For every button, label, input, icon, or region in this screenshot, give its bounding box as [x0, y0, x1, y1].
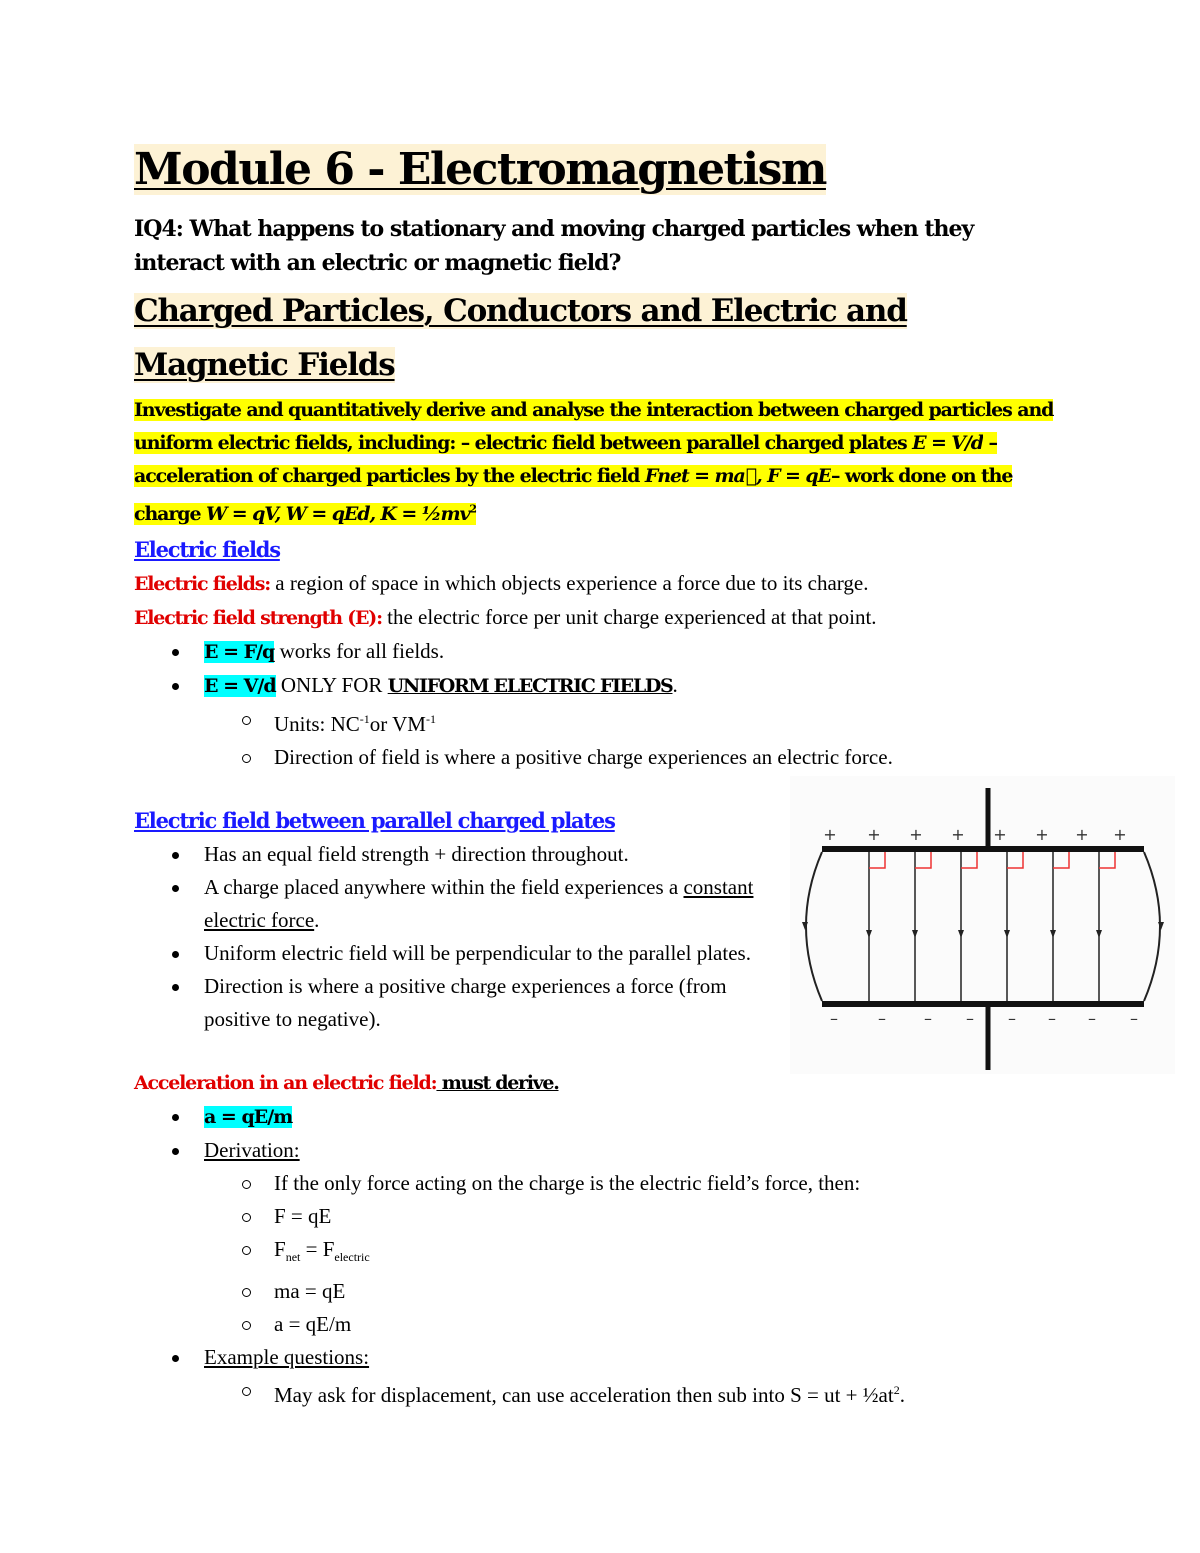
- minus-signs: [830, 1009, 1138, 1028]
- right-angle-marker: [1099, 852, 1115, 868]
- right-angle-marker: [1053, 852, 1069, 868]
- minus-sign: –: [924, 1009, 932, 1028]
- electric-fields-heading: Electric fields: [134, 537, 280, 563]
- list-item: Uniform electric field will be perpendicular to the parallel plates.: [134, 937, 774, 970]
- page-title: Module 6 - Electromagnetism: [134, 144, 826, 195]
- parallel-plates-heading: Electric field between parallel charged plates: [134, 808, 615, 834]
- derivation-steps: [134, 1167, 1074, 1340]
- list-item: Direction is where a positive charge experiences a force (from positive to negative).: [134, 970, 774, 1036]
- plus-sign: +: [1075, 825, 1089, 844]
- minus-sign: –: [1048, 1009, 1056, 1028]
- plus-sign: +: [1113, 825, 1127, 844]
- parallel-plates-svg: [790, 776, 1175, 1074]
- fringe-field-right: [1144, 852, 1160, 1001]
- right-angle-marker: [961, 852, 977, 868]
- list-item: If the only force acting on the charge is the electric field’s force, then:: [134, 1167, 1074, 1200]
- definition-electric-fields: Electric fields: a region of space in which objects experience a force due to its charge.: [134, 571, 869, 596]
- list-item: Derivation: If the only force acting on the charge is the electric field’s force, then: F = qE $F_{net} = F_{electric}$ ma = qE a = qE/m: [134, 1134, 1074, 1340]
- arrow-right: [1158, 922, 1164, 930]
- plus-sign: +: [993, 825, 1007, 844]
- plus-signs: [823, 825, 1126, 844]
- right-angle-marker: [1007, 852, 1023, 868]
- list-item: F = qE: [134, 1200, 1074, 1233]
- positive-plate: [822, 846, 1144, 852]
- parallel-plates-list: [134, 838, 774, 1036]
- field-formula-list: [134, 635, 1074, 774]
- sub-list: [134, 703, 1074, 774]
- parallel-plates-diagram: [790, 776, 1175, 1074]
- right-angle-marker: [915, 852, 931, 868]
- list-item: Has an equal field strength + direction throughout.: [134, 838, 774, 871]
- minus-sign: –: [966, 1009, 974, 1028]
- arrow-left: [802, 922, 808, 930]
- list-item: A charge placed anywhere within the field experiences a constant electric force.: [134, 871, 774, 937]
- minus-sign: –: [1008, 1009, 1016, 1028]
- plus-sign: +: [867, 825, 881, 844]
- list-item: May ask for displacement, can use acceleration then sub into S = ut + $\frac{1}{2}at^2$.: [134, 1374, 1074, 1412]
- right-angle-marker: [869, 852, 885, 868]
- inquiry-question: IQ4: What happens to stationary and moving charged particles when they interact with an electric or magnetic field?: [134, 216, 974, 276]
- minus-sign: –: [830, 1009, 838, 1028]
- field-arrow: [1004, 930, 1010, 938]
- acceleration-heading: Acceleration in an electric field: must derive.: [134, 1072, 559, 1095]
- list-item: Example questions: May ask for displacement, can use acceleration then sub into S = ut + $\frac{1}{2}at^2$.: [134, 1341, 1074, 1412]
- field-lines: [869, 852, 1099, 1001]
- right-angle-markers: [869, 852, 1115, 868]
- list-item: Units: $NC^{-1}or$ $VM^{-1}$: [134, 703, 1074, 741]
- field-arrow: [912, 930, 918, 938]
- document-content: [134, 128, 1074, 1412]
- negative-plate: [822, 1001, 1144, 1007]
- field-arrow: [958, 930, 964, 938]
- fringe-field-left: [806, 852, 822, 1001]
- plus-sign: +: [909, 825, 923, 844]
- list-item: a = qE/m: [134, 1308, 1074, 1341]
- minus-sign: –: [1088, 1009, 1096, 1028]
- list-item: ma = qE: [134, 1275, 1074, 1308]
- section-heading: Charged Particles, Conductors and Electric and Magnetic Fields: [134, 293, 907, 383]
- plus-sign: +: [823, 825, 837, 844]
- syllabus-outcome: Investigate and quantitatively derive and analyse the interaction between charged particles and uniform electric fields, including: – electric field between parallel charged plates E = V/d – acceleration of charged particles by the electric field Fnet = ma⃗, F = qE– work done on the charge W = qV, W = qEd, $K = \frac{1}{2}mv^2$: [134, 399, 1054, 526]
- definition-field-strength: Electric field strength (E): the electric force per unit charge experienced at that point.: [134, 605, 877, 630]
- list-item: a = qE/m: [134, 1100, 1074, 1134]
- minus-sign: –: [1130, 1009, 1138, 1028]
- list-item: $F_{net} = F_{electric}$: [134, 1233, 1074, 1274]
- example-list: [134, 1374, 1074, 1412]
- minus-sign: –: [878, 1009, 886, 1028]
- field-arrow: [866, 930, 872, 938]
- list-item: Direction of field is where a positive charge experiences an electric force.: [134, 741, 1074, 774]
- acceleration-list: [134, 1100, 1074, 1411]
- field-arrow: [1096, 930, 1102, 938]
- field-arrows: [866, 930, 1102, 938]
- list-item: E = V/d ONLY FOR UNIFORM ELECTRIC FIELDS. Units: $NC^{-1}or$ $VM^{-1}$ Direction of field is where a positive charge experiences an electric force.: [134, 669, 1074, 774]
- list-item: E = F/q works for all fields.: [134, 635, 1074, 669]
- field-arrow: [1050, 930, 1056, 938]
- plus-sign: +: [951, 825, 965, 844]
- plus-sign: +: [1035, 825, 1049, 844]
